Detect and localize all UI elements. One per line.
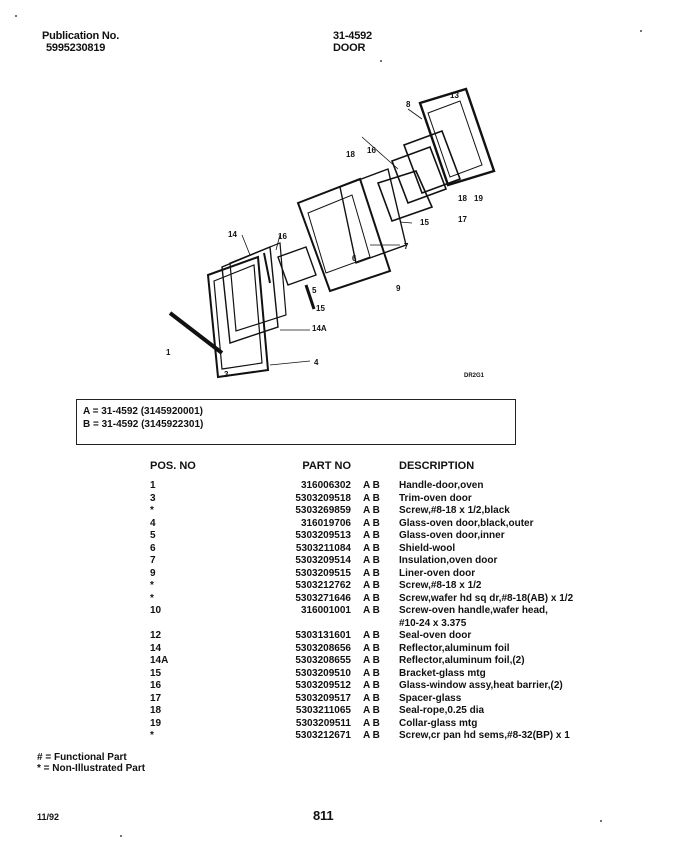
row-ab: A B [363, 555, 380, 566]
scan-speck [15, 15, 17, 17]
footer-date: 11/92 [37, 812, 60, 822]
row-description: Shield-wool [399, 542, 456, 554]
row-description: #10-24 x 3.375 [399, 617, 467, 629]
col-desc-header: DESCRIPTION [399, 460, 475, 472]
callout-6: 6 [352, 254, 357, 263]
row-part-number: 5303208656 [295, 642, 351, 654]
parts-table [150, 460, 599, 743]
callout-3: 3 [224, 370, 229, 379]
callout-5: 5 [312, 286, 317, 295]
row-ab: A B [363, 605, 380, 616]
row-ab: A B [363, 692, 380, 704]
row-part-number: 316006302 [300, 480, 351, 491]
table-row [150, 655, 599, 668]
row-description: Spacer-glass [399, 692, 462, 704]
row-pos [150, 618, 220, 631]
row-part-number: 5303209512 [295, 680, 351, 691]
row-pos: * [150, 505, 154, 516]
table-row [150, 718, 599, 731]
row-description: Screw,cr pan hd sems,#8-32(BP) x 1 [399, 730, 570, 741]
row-ab [363, 618, 399, 631]
diagram-code: DR2G1 [464, 373, 485, 379]
row-pos: 4 [150, 517, 156, 529]
row-description: Insulation,oven door [399, 555, 498, 566]
callout-1: 1 [166, 348, 171, 357]
row-ab: A B [363, 592, 380, 604]
scan-speck [600, 820, 602, 822]
table-row [150, 505, 599, 518]
table-row [150, 618, 599, 631]
table-row [150, 580, 599, 593]
table-row [150, 630, 599, 643]
legend-non-illustrated: * = Non-Illustrated Part [37, 763, 146, 774]
row-pos: 5 [150, 530, 156, 541]
scan-speck [640, 30, 642, 32]
row-part-number: 5303212671 [295, 730, 351, 741]
row-pos: 17 [150, 692, 162, 704]
table-row [150, 705, 599, 718]
row-description: Screw,wafer hd sq dr,#8-18(AB) x 1/2 [399, 592, 574, 604]
variant-a: A = 31-4592 (3145920001) [83, 406, 203, 417]
row-ab: A B [363, 630, 380, 641]
table-row [150, 568, 599, 581]
row-ab: A B [363, 667, 380, 679]
callout-16: 16 [367, 146, 376, 155]
table-row [150, 668, 599, 681]
row-part-number: 5303269859 [295, 505, 351, 516]
model-number: 31-4592 [333, 30, 372, 42]
row-pos: 16 [150, 680, 162, 691]
outer-glass-panel-part [222, 247, 278, 343]
row-pos: 10 [150, 605, 162, 616]
table-header-row [150, 460, 599, 480]
callout-15b: 15 [316, 304, 325, 313]
liner-oven-door-part [298, 179, 390, 291]
row-description: Screw-oven handle,wafer head, [399, 605, 548, 616]
row-part-number: 5303271646 [295, 592, 351, 604]
row-description: Seal-rope,0.25 dia [399, 705, 485, 716]
page-number: 811 [313, 808, 334, 823]
row-description: Reflector,aluminum foil,(2) [399, 655, 525, 666]
row-pos: * [150, 580, 154, 591]
row-ab: A B [363, 642, 380, 654]
row-description: Liner-oven door [399, 567, 476, 579]
callout-17: 17 [458, 215, 467, 224]
row-ab: A B [363, 730, 380, 741]
callout-18: 18 [346, 150, 355, 159]
row-description: Reflector,aluminum foil [399, 642, 510, 654]
table-row [150, 493, 599, 506]
row-pos: 3 [150, 492, 156, 504]
scan-speck [380, 60, 382, 62]
row-pos: 12 [150, 630, 162, 641]
row-part-number: 5303131601 [295, 630, 351, 641]
row-description: Screw,#8-18 x 1/2 [399, 580, 482, 591]
callout-9: 9 [396, 284, 401, 293]
callout-7: 7 [404, 242, 409, 251]
table-row [150, 480, 599, 493]
row-ab: A B [363, 505, 380, 516]
section-title: DOOR [333, 42, 366, 54]
row-ab: A B [363, 517, 380, 529]
row-description: Collar-glass mtg [399, 717, 478, 729]
row-part-number: 5303209515 [295, 567, 351, 579]
row-ab: A B [363, 480, 380, 491]
table-row [150, 680, 599, 693]
row-description: Seal-oven door [399, 630, 472, 641]
callout-15: 15 [420, 218, 429, 227]
row-pos: 6 [150, 542, 156, 554]
row-description: Handle-door,oven [399, 480, 484, 491]
seal-rope-part [264, 253, 270, 283]
row-part-number: 316019706 [300, 517, 351, 529]
row-part-number: 5303211065 [295, 705, 351, 716]
legend-functional: # = Functional Part [37, 752, 127, 763]
row-description: Glass-window assy,heat barrier,(2) [399, 680, 563, 691]
row-pos: * [150, 730, 154, 741]
col-pos-header: POS. NO [150, 460, 196, 472]
row-part-number: 5303212762 [295, 580, 351, 591]
table-row [150, 543, 599, 556]
row-pos: 14 [150, 642, 162, 654]
door-exploded-diagram [130, 85, 510, 385]
col-ab-header [363, 460, 399, 480]
row-ab: A B [363, 717, 380, 729]
row-part-number: 5303209514 [295, 555, 351, 566]
callout-14a: 14A [312, 324, 327, 333]
row-part-number: 316001001 [300, 605, 351, 616]
row-part-number [220, 618, 363, 631]
publication-number: 5995230819 [46, 42, 106, 54]
row-pos: 14A [150, 655, 169, 666]
row-ab: A B [363, 580, 380, 591]
row-pos: 9 [150, 567, 156, 579]
table-row [150, 530, 599, 543]
row-ab: A B [363, 705, 380, 716]
row-ab: A B [363, 680, 380, 691]
callout-18b: 18 [458, 194, 467, 203]
publication-label: Publication No. [42, 30, 120, 42]
row-description: Glass-oven door,inner [399, 530, 505, 541]
row-pos: 1 [150, 480, 156, 491]
callout-8: 8 [406, 100, 411, 109]
row-part-number: 5303209511 [295, 717, 351, 729]
col-part-header: PART NO [302, 460, 351, 472]
table-row [150, 730, 599, 743]
row-pos: 15 [150, 667, 162, 679]
row-part-number: 5303208655 [295, 655, 351, 666]
row-pos: 7 [150, 555, 156, 566]
row-description: Bracket-glass mtg [399, 667, 486, 679]
table-row [150, 693, 599, 706]
callout-14: 14 [228, 230, 237, 239]
row-description: Glass-oven door,black,outer [399, 517, 534, 529]
row-ab: A B [363, 492, 380, 504]
variant-b: B = 31-4592 (3145922301) [83, 419, 204, 430]
callout-16b: 16 [278, 232, 287, 241]
table-row [150, 518, 599, 531]
row-pos: 18 [150, 705, 162, 716]
row-ab: A B [363, 542, 380, 554]
row-description: Trim-oven door [399, 492, 472, 504]
table-row [150, 593, 599, 606]
row-part-number: 5303209510 [295, 667, 351, 679]
scan-speck [120, 835, 122, 837]
callout-19: 19 [474, 194, 483, 203]
table-row [150, 555, 599, 568]
model-variant-box [76, 399, 516, 445]
row-pos: 19 [150, 717, 162, 729]
row-ab: A B [363, 530, 380, 541]
row-pos: * [150, 592, 154, 604]
glass-bracket-part [278, 247, 316, 285]
callout-13: 13 [450, 91, 459, 100]
row-description: Screw,#8-18 x 1/2,black [399, 505, 510, 516]
row-part-number: 5303211084 [295, 542, 351, 554]
row-part-number: 5303209513 [295, 530, 351, 541]
table-row [150, 643, 599, 656]
row-ab: A B [363, 567, 380, 579]
row-part-number: 5303209518 [295, 492, 351, 504]
table-row [150, 605, 599, 618]
row-part-number: 5303209517 [295, 692, 351, 704]
row-ab: A B [363, 655, 380, 666]
callout-4: 4 [314, 358, 319, 367]
